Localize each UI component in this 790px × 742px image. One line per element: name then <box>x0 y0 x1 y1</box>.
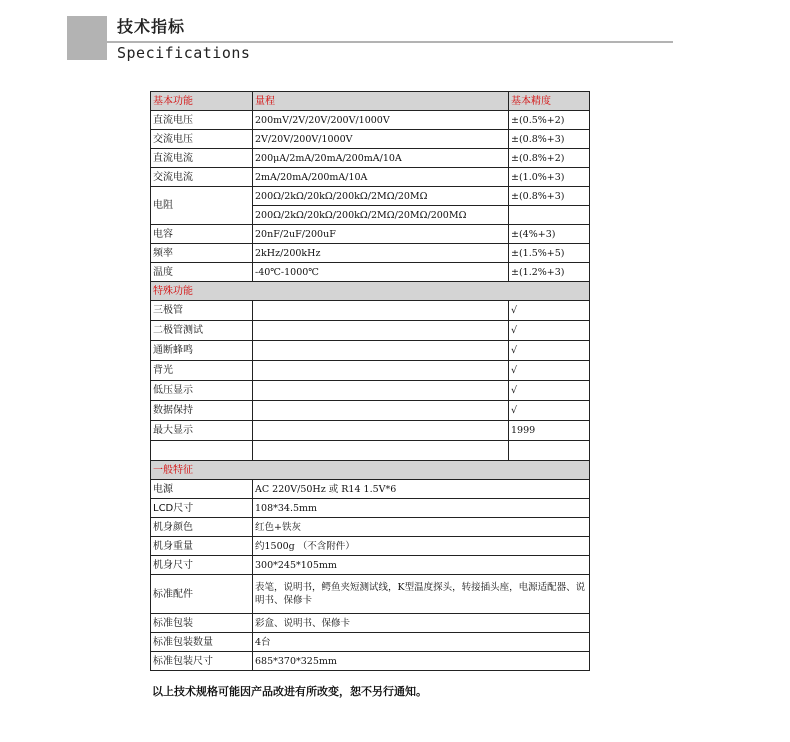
function-cell: 机身颜色 <box>151 518 253 537</box>
function-cell: 二极管测试 <box>151 321 253 341</box>
function-cell: 温度 <box>151 263 253 282</box>
section-header-row <box>151 461 590 480</box>
table-row <box>151 341 590 361</box>
table-row <box>151 111 590 130</box>
table-row <box>151 652 590 671</box>
header-function-cell: 基本功能 <box>151 92 253 111</box>
function-cell: 标准包装尺寸 <box>151 652 253 671</box>
table-row <box>151 381 590 401</box>
value-cell: √ <box>509 361 590 381</box>
function-cell: 机身重量 <box>151 537 253 556</box>
accuracy-cell: ±(1.0%+3) <box>509 168 590 187</box>
value-cell: 300*245*105mm <box>253 556 590 575</box>
empty-cell <box>253 301 509 321</box>
function-cell: 电阻 <box>151 187 253 225</box>
function-cell: 直流电压 <box>151 111 253 130</box>
value-cell: √ <box>509 381 590 401</box>
function-cell: 直流电流 <box>151 149 253 168</box>
range-cell: 200mV/2V/20V/200V/1000V <box>253 111 509 130</box>
function-cell: LCD尺寸 <box>151 499 253 518</box>
function-cell: 电源 <box>151 480 253 499</box>
function-cell: 通断蜂鸣 <box>151 341 253 361</box>
value-cell: √ <box>509 301 590 321</box>
empty-cell <box>253 321 509 341</box>
value-cell: 红色+铁灰 <box>253 518 590 537</box>
empty-cell <box>253 341 509 361</box>
accuracy-cell: ±(0.8%+3) <box>509 187 590 206</box>
empty-cell <box>509 441 590 461</box>
accuracy-cell: ±(1.5%+5) <box>509 244 590 263</box>
table-header-row <box>151 92 590 111</box>
table-row <box>151 614 590 633</box>
empty-cell <box>253 421 509 441</box>
empty-cell <box>253 441 509 461</box>
table-row <box>151 263 590 282</box>
function-cell: 标准配件 <box>151 575 253 614</box>
table-row <box>151 225 590 244</box>
table-row <box>151 499 590 518</box>
value-cell: 彩盒、说明书、保修卡 <box>253 614 590 633</box>
range-cell: 200μA/2mA/20mA/200mA/10A <box>253 149 509 168</box>
value-cell: 约1500g （不含附件） <box>253 537 590 556</box>
value-cell: 1999 <box>509 421 590 441</box>
range-cell: 200Ω/2kΩ/20kΩ/200kΩ/2MΩ/20MΩ/200MΩ <box>253 206 509 225</box>
table-row <box>151 633 590 652</box>
range-cell: -40℃-1000℃ <box>253 263 509 282</box>
function-cell: 三极管 <box>151 301 253 321</box>
range-cell: 20nF/2uF/200uF <box>253 225 509 244</box>
table-row <box>151 361 590 381</box>
function-cell: 机身尺寸 <box>151 556 253 575</box>
empty-cell <box>253 401 509 421</box>
table-row <box>151 575 590 614</box>
function-cell: 标准包装数量 <box>151 633 253 652</box>
function-cell: 数据保持 <box>151 401 253 421</box>
section-title-general: 一般特征 <box>151 461 590 480</box>
value-cell: AC 220V/50Hz 或 R14 1.5V*6 <box>253 480 590 499</box>
function-cell: 电容 <box>151 225 253 244</box>
range-cell: 2kHz/200kHz <box>253 244 509 263</box>
table-row <box>151 556 590 575</box>
range-cell: 2V/20V/200V/1000V <box>253 130 509 149</box>
empty-cell <box>253 361 509 381</box>
value-cell: √ <box>509 401 590 421</box>
table-row <box>151 168 590 187</box>
function-cell: 交流电流 <box>151 168 253 187</box>
value-cell: 108*34.5mm <box>253 499 590 518</box>
accuracy-cell: ±(4%+3) <box>509 225 590 244</box>
table-row <box>151 187 590 206</box>
footer-note: 以上技术规格可能因产品改进有所改变，恕不另行通知。 <box>152 685 427 698</box>
function-cell: 标准包装 <box>151 614 253 633</box>
value-cell: 4台 <box>253 633 590 652</box>
value-cell: 685*370*325mm <box>253 652 590 671</box>
function-cell: 频率 <box>151 244 253 263</box>
function-cell: 背光 <box>151 361 253 381</box>
section-header-row <box>151 282 590 301</box>
empty-row <box>151 441 590 461</box>
value-cell: 表笔，说明书，鳄鱼夹短测试线，K型温度探头，转接插头座，电源适配器、说明书、保修卡 <box>253 575 590 614</box>
function-cell: 最大显示 <box>151 421 253 441</box>
accuracy-cell <box>509 206 590 225</box>
header-gray-block <box>67 16 107 60</box>
table-row <box>151 321 590 341</box>
function-cell: 交流电压 <box>151 130 253 149</box>
section-title-special: 特殊功能 <box>151 282 590 301</box>
table-row <box>151 130 590 149</box>
accuracy-cell: ±(0.8%+3) <box>509 130 590 149</box>
value-cell: √ <box>509 321 590 341</box>
table-row <box>151 518 590 537</box>
range-cell: 2mA/20mA/200mA/10A <box>253 168 509 187</box>
accuracy-cell: ±(1.2%+3) <box>509 263 590 282</box>
header-accuracy-cell: 基本精度 <box>509 92 590 111</box>
function-cell: 低压显示 <box>151 381 253 401</box>
table-row <box>151 537 590 556</box>
value-cell: √ <box>509 341 590 361</box>
page-subtitle: Specifications <box>117 44 251 62</box>
table-row <box>151 244 590 263</box>
range-cell: 200Ω/2kΩ/20kΩ/200kΩ/2MΩ/20MΩ <box>253 187 509 206</box>
empty-cell <box>253 381 509 401</box>
empty-cell <box>151 441 253 461</box>
table-row <box>151 421 590 441</box>
table-row <box>151 480 590 499</box>
table-row <box>151 149 590 168</box>
specifications-table <box>150 91 590 671</box>
header-range-cell: 量程 <box>253 92 509 111</box>
accuracy-cell: ±(0.8%+2) <box>509 149 590 168</box>
accuracy-cell: ±(0.5%+2) <box>509 111 590 130</box>
table-row <box>151 401 590 421</box>
page-title: 技术指标 <box>117 17 186 36</box>
table-row <box>151 301 590 321</box>
